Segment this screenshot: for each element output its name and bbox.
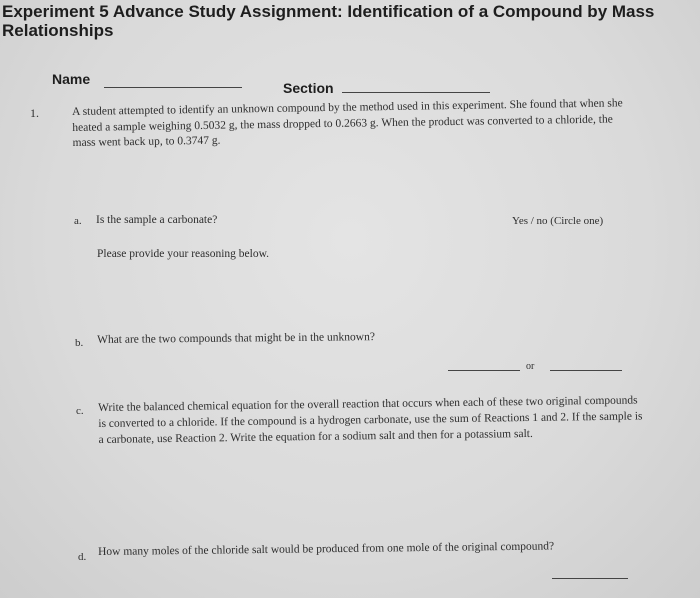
part-a-question: Is the sample a carbonate? (96, 214, 218, 226)
part-a-label: a. (74, 215, 82, 227)
name-label: Name (52, 71, 91, 87)
question-1-text: A student attempted to identify an unknown compound by the method used in this experiment. She found that when she heated a sample weighing 0.5032 g, the mass dropped to 0.2663 g. When the product was converted to a chloride, the mass went back up, to 0.3747 g. (72, 97, 623, 149)
part-a-choice: Yes / no (Circle one) (512, 215, 604, 227)
question-1-number: 1. (30, 106, 39, 120)
part-b-question: What are the two compounds that might be in the unknown? (97, 331, 375, 346)
part-a-prompt: Please provide your reasoning below. (97, 248, 270, 260)
name-blank (104, 87, 242, 88)
answer-blank-3 (552, 578, 628, 579)
section-label: Section (283, 80, 334, 96)
or-label: or (526, 361, 535, 372)
part-c-label: c. (76, 405, 84, 417)
page-title: Experiment 5 Advance Study Assignment: Identification of a Compound by Mass Relationships (2, 2, 655, 40)
part-d-question: How many moles of the chloride salt would be produced from one mole of the original compound? (98, 540, 555, 558)
part-d-label: d. (78, 551, 87, 563)
answer-blank-1 (448, 370, 520, 371)
section-blank (342, 92, 490, 93)
part-b-label: b. (75, 337, 84, 349)
answer-blank-2 (550, 370, 622, 371)
part-c-question: Write the balanced chemical equation for the overall reaction that occurs when each of these two original compounds is converted to a chloride. If the compound is a hydrogen carbonate, use the sum of Reactions 1 and 2. If the sample is a carbonate, use Reaction 2. Write the equation for a sodium salt and then for a potassium salt. (98, 394, 643, 446)
